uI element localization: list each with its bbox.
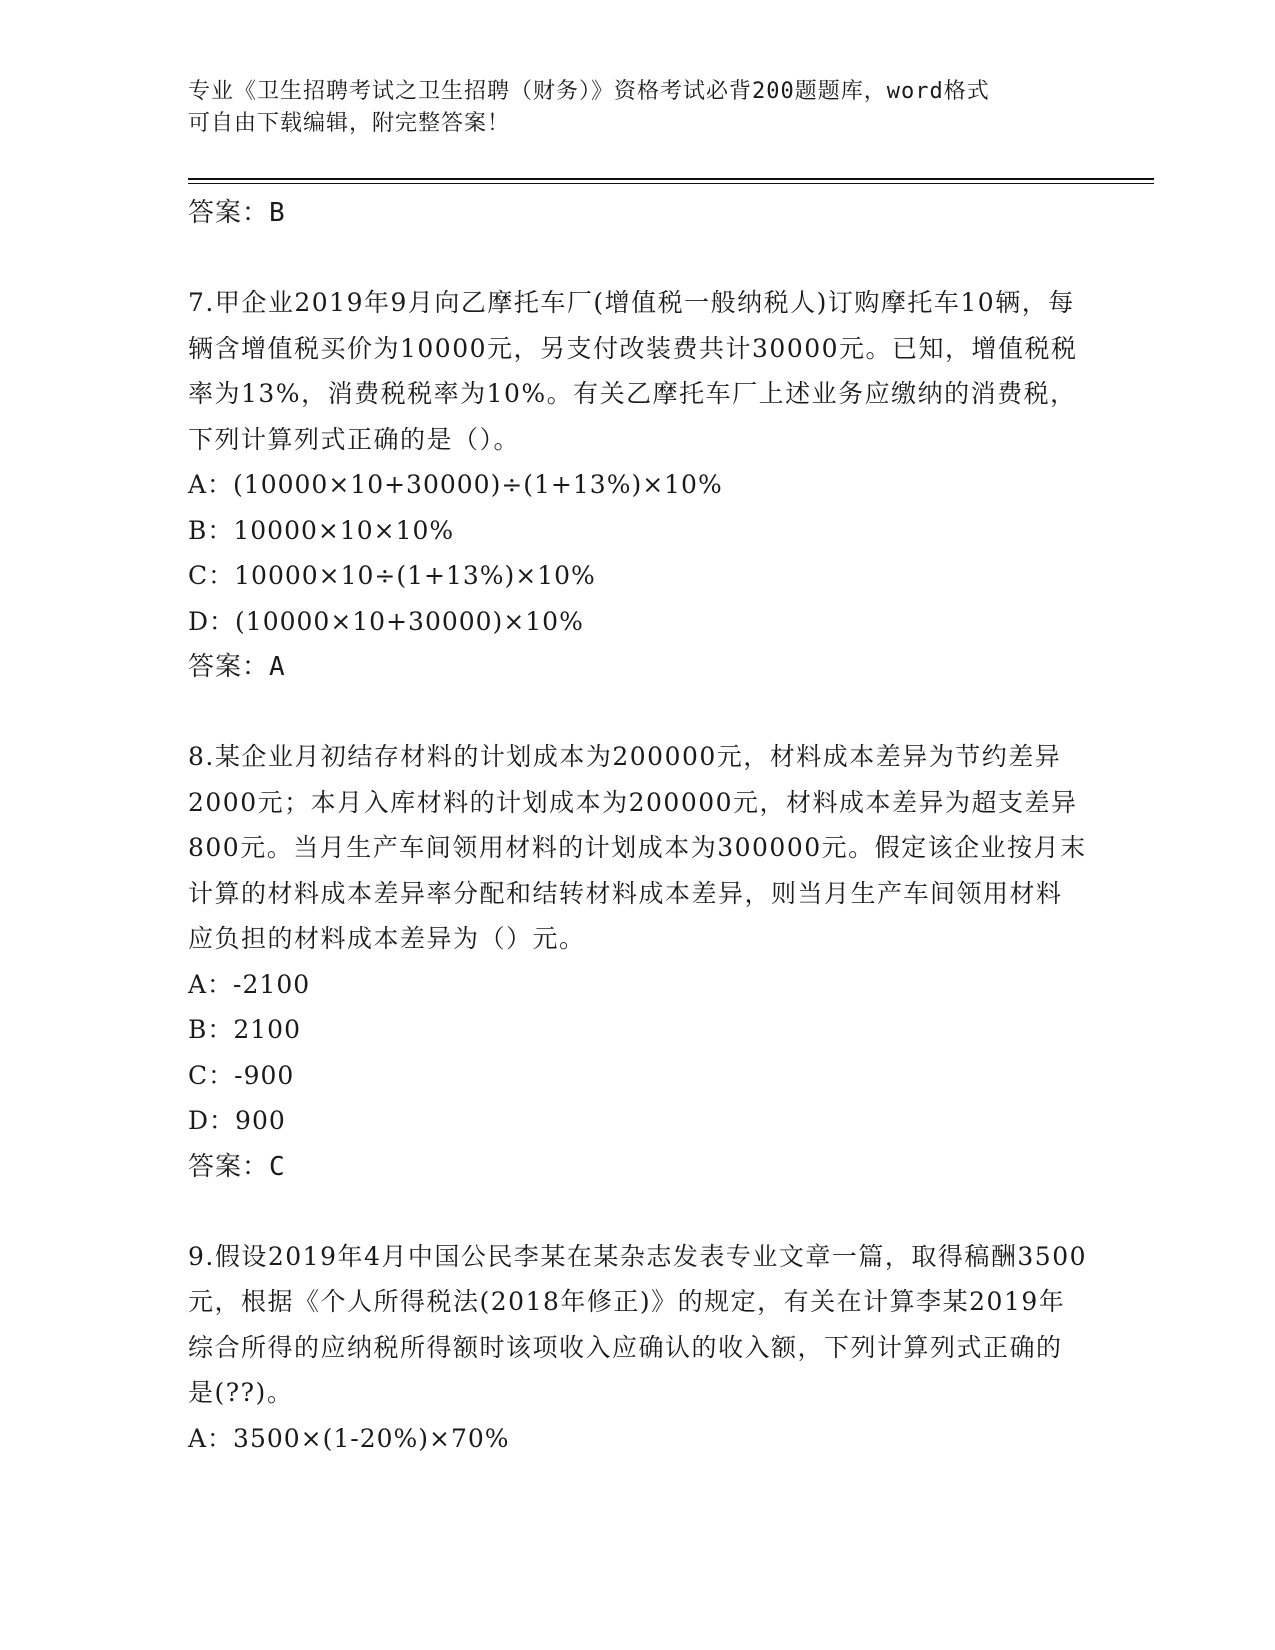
document-body	[188, 190, 1088, 1461]
question-8-option-c: C：-900	[188, 1060, 295, 1090]
question-8: 8.某企业月初结存材料的计划成本为200000元，材料成本差异为节约差异2000元；本月入库材料的计划成本为200000元，材料成本差异为超支差异800元。当月生产车间领用材料的计划成本为300000元。假定该企业按月末计算的材料成本差异率分配和结转材料成本差异，则当月生产车间领用材料应负担的材料成本差异为（）元。	[188, 742, 1087, 953]
answer-label: 答案：	[188, 198, 270, 228]
answer-line	[188, 644, 1088, 690]
header-line-1: 专业《卫生招聘考试之卫生招聘（财务）》资格考试必背200题题库，word格式	[188, 79, 990, 104]
answer-value: B	[269, 198, 286, 228]
question-8-option-b: B：2100	[188, 1015, 301, 1044]
question-8-option-d: D：900	[188, 1106, 286, 1135]
question-8-option-a: A：-2100	[188, 969, 311, 999]
question-9: 9.假设2019年4月中国公民李某在某杂志发表专业文章一篇，取得稿酬3500元，根据《个人所得税法(2018年修正)》的规定，有关在计算李某2019年综合所得的应纳税所得额时该项收入应确认的收入额，下列计算列式正确的是(??)。	[188, 1241, 1088, 1407]
header-rule-thick	[188, 178, 1154, 180]
answer-value: C	[269, 1151, 286, 1182]
answer-label: 答案：	[188, 652, 270, 682]
answer-line	[188, 190, 1088, 236]
question-7: 7.甲企业2019年9月向乙摩托车厂(增值税一般纳税人)订购摩托车10辆，每辆含增值税买价为10000元，另支付改装费共计30000元。已知，增值税税率为13%，消费税税率为10%。有关乙摩托车厂上述业务应缴纳的消费税，下列计算列式正确的是（）。	[188, 288, 1078, 454]
answer-line	[188, 1144, 1088, 1190]
header-rule-thin	[188, 183, 1154, 184]
answer-label: 答案：	[188, 1151, 270, 1182]
answer-value: A	[269, 652, 286, 682]
header-line-2: 可自由下载编辑，附完整答案！	[188, 111, 511, 136]
question-7-option-b: B：10000×10×10%	[188, 515, 455, 545]
question-7-option-c: C：10000×10÷(1+13%)×10%	[188, 561, 596, 590]
question-7-option-a: A：(10000×10+30000)÷(1+13%)×10%	[188, 470, 723, 499]
question-9-option-a: A：3500×(1-20%)×70%	[188, 1423, 510, 1453]
question-7-option-d: D：(10000×10+30000)×10%	[188, 606, 584, 636]
document-header	[188, 76, 1088, 140]
